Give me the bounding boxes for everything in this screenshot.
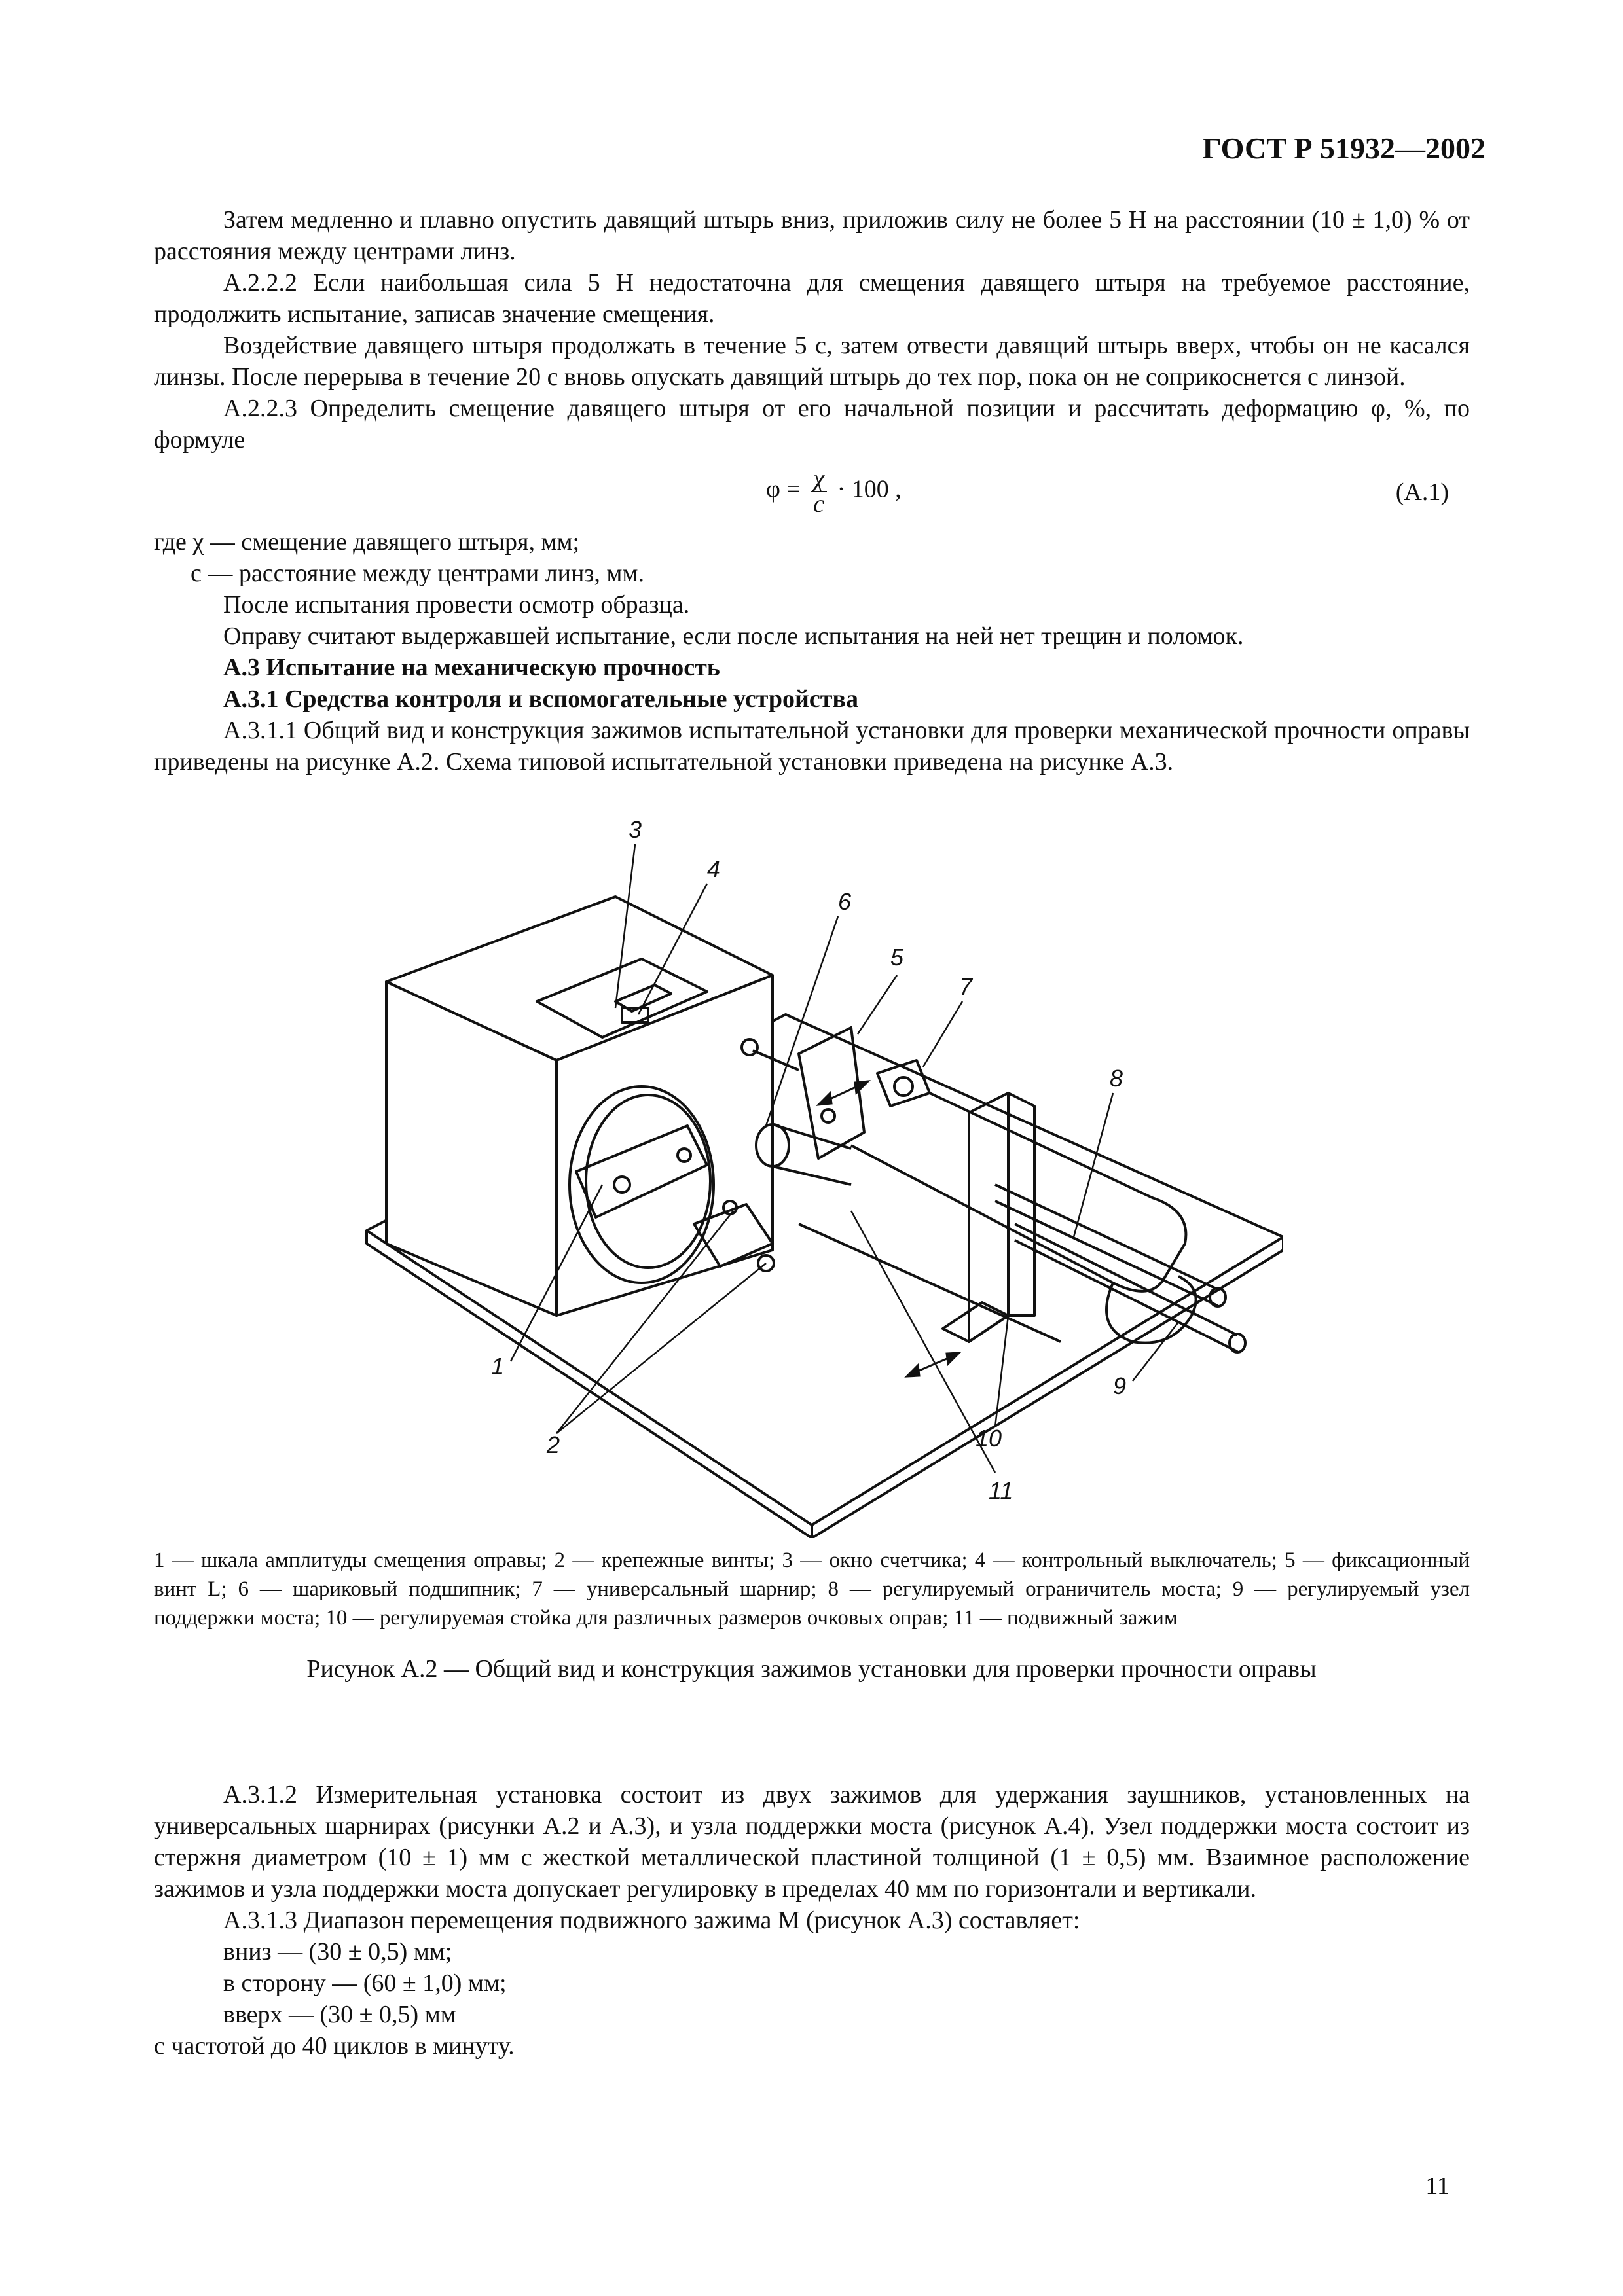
paragraph: А.3.1.2 Измерительная установка состоит из двух зажимов для удержания заушников, установленных на универсальных шарнирах (рисунки А.2 и А.3), и узла поддержки моста (рисунок А.4). Узел поддержки моста состоит из стержня диаметром (10 ± 1) мм с жесткой металлической пластиной толщиной (1 ± 0,5) мм. Взаимное расположение зажимов и узла поддержки моста допускает регулировку в пределах 40 мм по горизонтали и вертикали. (154, 1781, 1470, 1903)
formula-rhs: · 100 , (837, 475, 902, 503)
figure-label-9: 9 (1113, 1372, 1127, 1399)
figure-label-4: 4 (707, 855, 721, 882)
figure-label-5: 5 (890, 944, 904, 971)
paragraph: Затем медленно и плавно опустить давящий штырь вниз, приложив силу не более 5 Н на расстоянии (10 ± 1,0) % от расстояния между центрами линз. (154, 206, 1470, 265)
formula-fraction (811, 467, 827, 516)
paragraph: Воздействие давящего штыря продолжать в течение 5 с, затем отвести давящий штырь вверх, чтобы он не касался линзы. После перерыва в течение 20 с вновь опускать давящий штырь до тех пор, пока он не соприкоснется с линзой. (154, 332, 1470, 391)
figure-a2-drawing (340, 818, 1283, 1538)
page-number: 11 (1425, 2172, 1450, 2200)
figure-label-1: 1 (491, 1353, 505, 1380)
formula-number: (А.1) (1395, 478, 1449, 506)
document-header: ГОСТ Р 51932—2002 (1202, 132, 1486, 165)
figure-caption: Рисунок А.2 — Общий вид и конструкция зажимов установки для проверки прочности оправы (306, 1655, 1317, 1683)
paragraph: А.3.1.1 Общий вид и конструкция зажимов испытательной установки для проверки механической прочности оправы приведены на рисунке А.2. Схема типовой испытательной установки приведена на рисунке А.3. (154, 717, 1470, 776)
figure-label-3: 3 (629, 818, 642, 843)
paragraph: После испытания провести осмотр образца. (223, 591, 690, 619)
paragraph: А.3.1.3 Диапазон перемещения подвижного зажима M (рисунок А.3) составляет: (223, 1907, 1080, 1934)
list-item: в сторону — (60 ± 1,0) мм; (223, 1969, 507, 1997)
paragraph: А.2.2.3 Определить смещение давящего штыря от его начальной позиции и рассчитать деформацию φ, %, по формуле (154, 395, 1470, 454)
body-text-upper (154, 204, 1470, 778)
where-line: где χ — смещение давящего штыря, мм; (154, 528, 580, 556)
paragraph: Оправу считают выдержавшей испытание, если после испытания на ней нет трещин и поломок. (223, 622, 1244, 650)
list-item: вниз — (30 ± 0,5) мм; (223, 1938, 452, 1965)
figure-label-8: 8 (1110, 1065, 1123, 1092)
figure-label-10: 10 (976, 1425, 1002, 1452)
formula-expression (766, 467, 902, 516)
formula-numerator: χ (811, 467, 827, 492)
formula-a1 (154, 461, 1470, 521)
figure-label-6: 6 (838, 888, 852, 915)
list-item: вверх — (30 ± 0,5) мм (223, 2001, 456, 2028)
paragraph: А.2.2.2 Если наибольшая сила 5 Н недостаточна для смещения давящего штыря на требуемое расстояние, продолжить испытание, записав значение смещения. (154, 269, 1470, 328)
where-line: c — расстояние между центрами линз, мм. (191, 560, 644, 587)
figure-label-7: 7 (959, 973, 973, 1000)
paragraph: с частотой до 40 циклов в минуту. (154, 2032, 515, 2060)
figure-label-11: 11 (989, 1477, 1013, 1504)
formula-denominator: c (813, 490, 825, 518)
body-text-lower (154, 1779, 1470, 2062)
subsection-heading: А.3.1 Средства контроля и вспомогательные устройства (223, 685, 858, 713)
figure-legend: 1 — шкала амплитуды смещения оправы; 2 — крепежные винты; 3 — окно счетчика; 4 — контрольный выключатель; 5 — фиксационный винт L; 6 — шариковый подшипник; 7 — универсальный шарнир; 8 — регулируемый ограничитель моста; 9 — регулируемый узел поддержки моста; 10 — регулируемая стойка для различных размеров очковых оправ; 11 — подвижный зажим (154, 1549, 1470, 1630)
section-heading: А.3 Испытание на механическую прочность (223, 654, 720, 681)
formula-lhs: φ = (766, 475, 801, 503)
figure-label-2: 2 (547, 1431, 560, 1458)
